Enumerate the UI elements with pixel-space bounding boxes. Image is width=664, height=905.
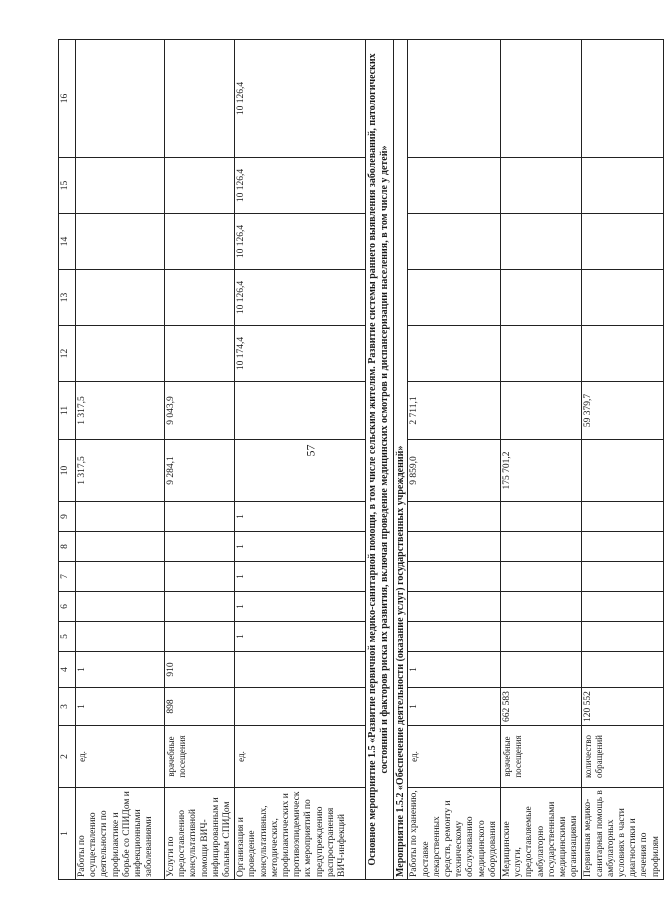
cell-c10	[582, 440, 663, 502]
column-number: 13	[59, 270, 76, 326]
cell-c4	[582, 652, 663, 688]
cell-c11: 59 379,7	[582, 382, 663, 440]
cell-c15	[408, 158, 501, 214]
cell-c14	[165, 214, 235, 270]
cell-c13	[165, 270, 235, 326]
cell-c11: 9 043,9	[165, 382, 235, 440]
cell-c3: 1	[76, 688, 165, 726]
column-number: 8	[59, 532, 76, 562]
table-row	[76, 40, 165, 880]
cell-c5	[408, 622, 501, 652]
cell-c12	[582, 326, 663, 382]
cell-c8	[408, 532, 501, 562]
cell-c6	[408, 592, 501, 622]
cell-c9	[76, 502, 165, 532]
column-number: 9	[59, 502, 76, 532]
page-number: 57	[303, 444, 318, 457]
cell-c9	[408, 502, 501, 532]
cell-c15	[501, 158, 582, 214]
cell-c16: 10 126,4	[235, 40, 366, 158]
rotated-table-container	[58, 40, 661, 880]
column-number: 10	[59, 440, 76, 502]
row-unit: врачебные посещения	[501, 726, 582, 788]
cell-c12	[76, 326, 165, 382]
cell-c9	[165, 502, 235, 532]
cell-c12	[408, 326, 501, 382]
cell-c5: 1	[235, 622, 366, 652]
column-number: 5	[59, 622, 76, 652]
subsection-title: Мероприятие 1.5.2 «Обеспечение деятельности (оказание услуг) государственных учреждений»	[393, 40, 408, 880]
cell-c10: 175 701,2	[501, 440, 582, 502]
cell-c11	[235, 382, 366, 440]
cell-c7	[165, 562, 235, 592]
cell-c13	[501, 270, 582, 326]
cell-c16	[165, 40, 235, 158]
cell-c16	[76, 40, 165, 158]
cell-c6	[76, 592, 165, 622]
cell-c14	[582, 214, 663, 270]
column-number: 3	[59, 688, 76, 726]
cell-c15	[582, 158, 663, 214]
cell-c14	[501, 214, 582, 270]
cell-c15: 10 126,4	[235, 158, 366, 214]
cell-c12	[501, 326, 582, 382]
column-number: 11	[59, 382, 76, 440]
cell-c14	[408, 214, 501, 270]
column-number: 12	[59, 326, 76, 382]
cell-c15	[76, 158, 165, 214]
cell-c5	[76, 622, 165, 652]
cell-c10	[235, 440, 366, 502]
cell-c11: 2 711,1	[408, 382, 501, 440]
row-unit: ед.	[408, 726, 501, 788]
section-title: Основное мероприятие 1.5 «Развитие первичной медико-санитарной помощи, в том числе сельским жителям. Развитие системы раннего выявления заболеваний, патологических состояний и факторов риска их развития, включая проведение медицинских осмотров и диспансеризации населения, в том числе у детей»	[366, 40, 393, 880]
column-number: 4	[59, 652, 76, 688]
table-row	[408, 40, 501, 880]
row-name: Работы по осуществлению деятельности по профилактике и борьбе со СПИДом и инфекционными заболеваниями	[76, 788, 165, 880]
cell-c9	[501, 502, 582, 532]
program-table	[58, 39, 664, 880]
cell-c6: 1	[235, 592, 366, 622]
column-number: 15	[59, 158, 76, 214]
row-unit: врачебные посещения	[165, 726, 235, 788]
cell-c3: 1	[408, 688, 501, 726]
cell-c8	[582, 532, 663, 562]
cell-c6	[582, 592, 663, 622]
cell-c5	[165, 622, 235, 652]
cell-c6	[165, 592, 235, 622]
cell-c7	[501, 562, 582, 592]
row-name: Работы по хранению, доставке лекарственных средств, ремонту и техническому обслуживанию медицинского оборудования	[408, 788, 501, 880]
cell-c3: 898	[165, 688, 235, 726]
cell-c7	[408, 562, 501, 592]
table-row	[501, 40, 582, 880]
column-number: 16	[59, 40, 76, 158]
cell-c7: 1	[235, 562, 366, 592]
cell-c14	[76, 214, 165, 270]
table-row	[582, 40, 663, 880]
subsection-row	[393, 40, 408, 880]
column-number: 2	[59, 726, 76, 788]
column-number: 6	[59, 592, 76, 622]
cell-c8	[76, 532, 165, 562]
row-name: Организация и проведение консультативных, методических, профилактических и противоэпидемических мероприятий по предупреждению распространения ВИЧ-инфекций	[235, 788, 366, 880]
cell-c3: 662 583	[501, 688, 582, 726]
cell-c12: 10 174,4	[235, 326, 366, 382]
cell-c9: 1	[235, 502, 366, 532]
cell-c10: 9 284,1	[165, 440, 235, 502]
row-unit: ед.	[76, 726, 165, 788]
cell-c8: 1	[235, 532, 366, 562]
row-name: Услуги по предоставлению консультативной помощи ВИЧ-инфицированным и больным СПИДом	[165, 788, 235, 880]
cell-c5	[501, 622, 582, 652]
row-name: Медицинские услуги, предоставляемые амбулаторно государственными медицинскими организациями	[501, 788, 582, 880]
cell-c4	[501, 652, 582, 688]
cell-c4	[235, 652, 366, 688]
row-unit: ед.	[235, 726, 366, 788]
column-number: 14	[59, 214, 76, 270]
cell-c11: 1 317,5	[76, 382, 165, 440]
cell-c13	[582, 270, 663, 326]
cell-c12	[165, 326, 235, 382]
cell-c8	[165, 532, 235, 562]
row-name: Первичная медико-санитарная помощь в амбулаторных условиях в части диагностики и лечения по профилям	[582, 788, 663, 880]
cell-c11	[501, 382, 582, 440]
cell-c8	[501, 532, 582, 562]
cell-c14: 10 126,4	[235, 214, 366, 270]
cell-c16	[501, 40, 582, 158]
cell-c7	[582, 562, 663, 592]
cell-c13: 10 126,4	[235, 270, 366, 326]
cell-c3: 120 552	[582, 688, 663, 726]
cell-c7	[76, 562, 165, 592]
cell-c6	[501, 592, 582, 622]
column-number: 1	[59, 788, 76, 880]
cell-c5	[582, 622, 663, 652]
cell-c4: 910	[165, 652, 235, 688]
cell-c13	[408, 270, 501, 326]
cell-c13	[76, 270, 165, 326]
table-row	[235, 40, 366, 880]
cell-c16	[582, 40, 663, 158]
cell-c10: 9 859,0	[408, 440, 501, 502]
cell-c3	[235, 688, 366, 726]
cell-c4: 1	[408, 652, 501, 688]
row-unit: количество обращений	[582, 726, 663, 788]
cell-c10: 1 317,5	[76, 440, 165, 502]
section-row	[366, 40, 393, 880]
cell-c16	[408, 40, 501, 158]
cell-c4: 1	[76, 652, 165, 688]
table-row	[165, 40, 235, 880]
cell-c15	[165, 158, 235, 214]
column-number: 7	[59, 562, 76, 592]
column-numbers-row	[59, 40, 76, 880]
cell-c9	[582, 502, 663, 532]
